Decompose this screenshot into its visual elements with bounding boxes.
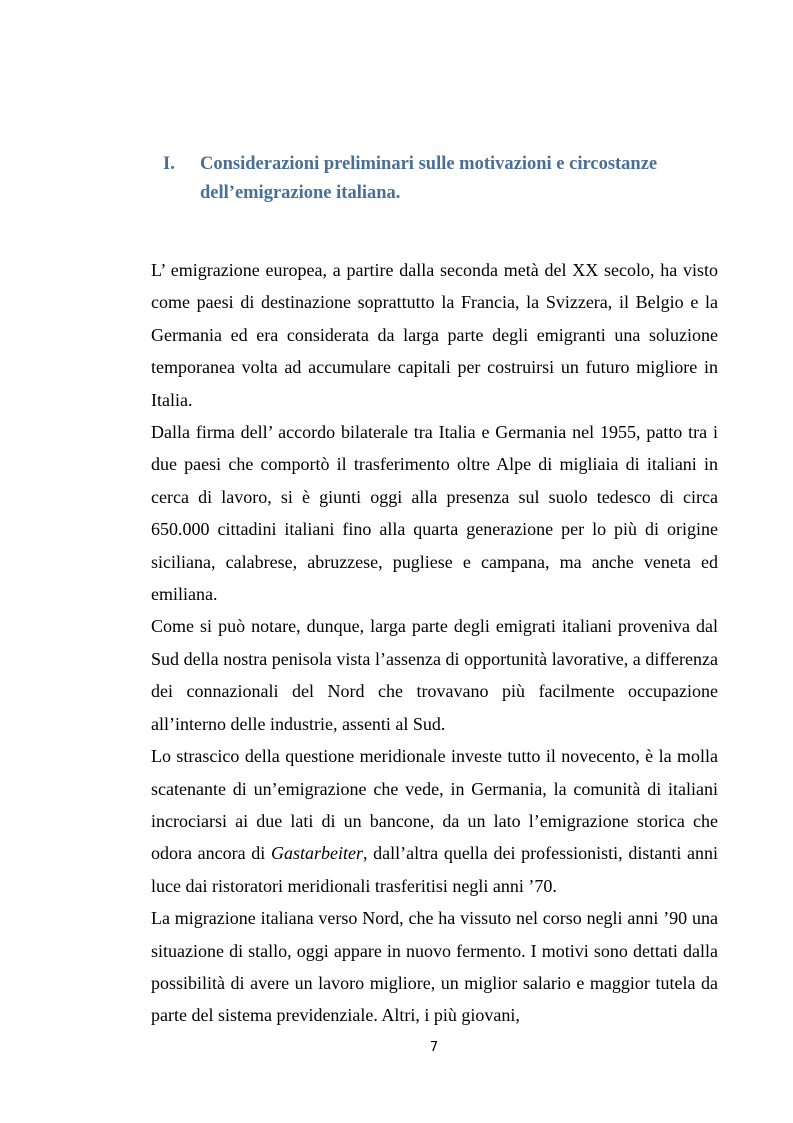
section-number: I. (163, 154, 175, 174)
paragraph: La migrazione italiana verso Nord, che ha vissuto nel corso negli anni ’90 una situazione di stallo, oggi appare in nuovo fermento. I motivi sono dettati dalla possibilità di avere un lavoro migliore, un miglior salario e maggior tutela da parte del sistema previdenziale. Altri, i più giovani, (151, 908, 718, 1026)
paragraph: Come si può notare, dunque, larga parte degli emigrati italiani proveniva dal Sud della nostra penisola vista l’assenza di opportunità lavorative, a differenza dei connazionali del Nord che trovavano più facilmente occupazione all’interno delle industrie, assenti al Sud. (151, 616, 718, 734)
section-title: Considerazioni preliminari sulle motivazioni e circostanze dell’emigrazione italiana. (200, 154, 658, 203)
page-number: 7 (429, 1040, 439, 1055)
body-text (151, 254, 718, 1032)
paragraph-text: , dall’altra quella dei professionisti, distanti anni luce dai ristoratori meridionali trasferitisi negli anni ’70. (151, 843, 718, 896)
paragraph (151, 740, 718, 902)
italic-term: Gastarbeiter (271, 843, 363, 864)
paragraph: Dalla firma dell’ accordo bilaterale tra Italia e Germania nel 1955, patto tra i due paesi che comportò il trasferimento oltre Alpe di migliaia di italiani in cerca di lavoro, si è giunti oggi alla presenza sul suolo tedesco di circa 650.000 cittadini italiani fino alla quarta generazione per lo più di origine siciliana, calabrese, abruzzese, pugliese e campana, ma anche veneta ed emiliana. (151, 422, 718, 605)
section-heading (163, 150, 723, 208)
paragraph-text: Lo strascico della questione meridionale investe tutto il novecento, è la molla scatenante di un’emigrazione che vede, in Germania, la comunità di italiani incrociarsi ai due lati di un bancone, da un lato l’emigrazione storica che odora ancora di (151, 746, 718, 864)
paragraph: L’ emigrazione europea, a partire dalla seconda metà del XX secolo, ha visto come paesi di destinazione soprattutto la Francia, la Svizzera, il Belgio e la Germania ed era considerata da larga parte degli emigranti una soluzione temporanea volta ad accumulare capitali per costruirsi un futuro migliore in Italia. (151, 260, 718, 410)
